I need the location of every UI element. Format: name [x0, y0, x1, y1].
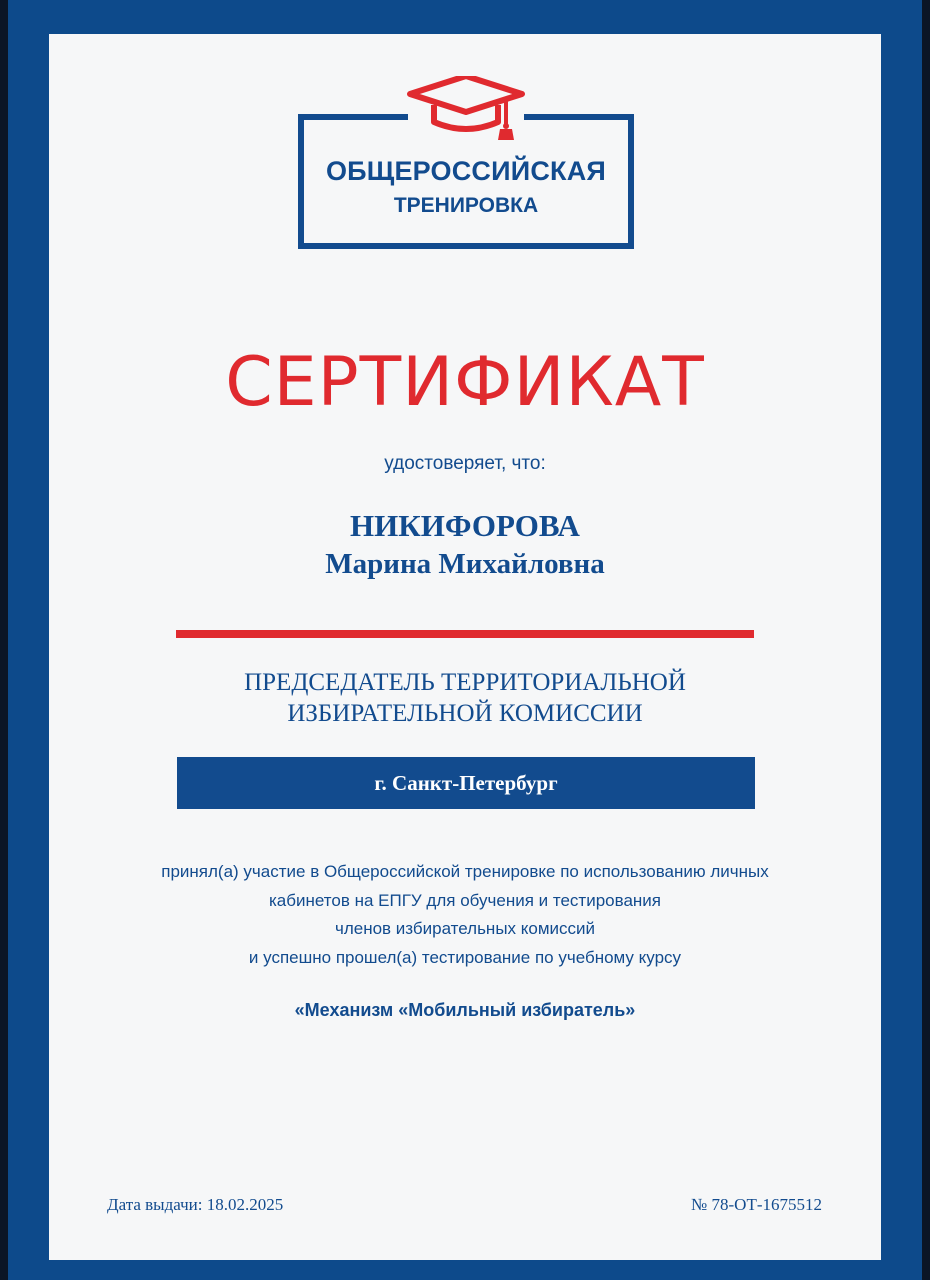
- body-line-2: кабинетов на ЕПГУ для обучения и тестирования: [269, 890, 661, 910]
- recipient-given-names: Марина Михайловна: [325, 548, 605, 580]
- graduation-cap-icon: [410, 76, 522, 140]
- body-line-1: принял(а) участие в Общероссийской тренировке по использованию личных: [161, 862, 769, 881]
- body-line-3: членов избирательных комиссий: [334, 919, 596, 938]
- certifies-text: удостоверяет, что:: [384, 453, 546, 474]
- logo-subtitle: ТРЕНИРОВКА: [393, 194, 539, 217]
- city-label: г. Санкт-Петербург: [374, 771, 558, 795]
- recipient-surname: НИКИФОРОВА: [350, 508, 580, 543]
- position-line-2: ИЗБИРАТЕЛЬНОЙ КОМИССИИ: [287, 700, 643, 727]
- participation-text: [0, 858, 930, 972]
- body-line-4: и успешно прошел(а) тестирование по учебному курсу: [248, 947, 682, 967]
- logo-title: ОБЩЕРОССИЙСКАЯ: [325, 156, 607, 186]
- issue-date: Дата выдачи: 18.02.2025: [107, 1195, 284, 1214]
- left-edge: [0, 0, 8, 1280]
- red-divider: [176, 630, 754, 638]
- logo: [296, 76, 636, 252]
- recipient-position: [0, 667, 930, 729]
- position-line-1: ПРЕДСЕДАТЕЛЬ ТЕРРИТОРИАЛЬНОЙ: [244, 669, 686, 696]
- certificate-title: СЕРТИФИКАТ: [225, 343, 705, 422]
- right-edge: [922, 0, 930, 1280]
- certificate-number: № 78-ОТ-1675512: [691, 1195, 822, 1214]
- course-name: «Механизм «Мобильный избиратель»: [294, 1000, 636, 1020]
